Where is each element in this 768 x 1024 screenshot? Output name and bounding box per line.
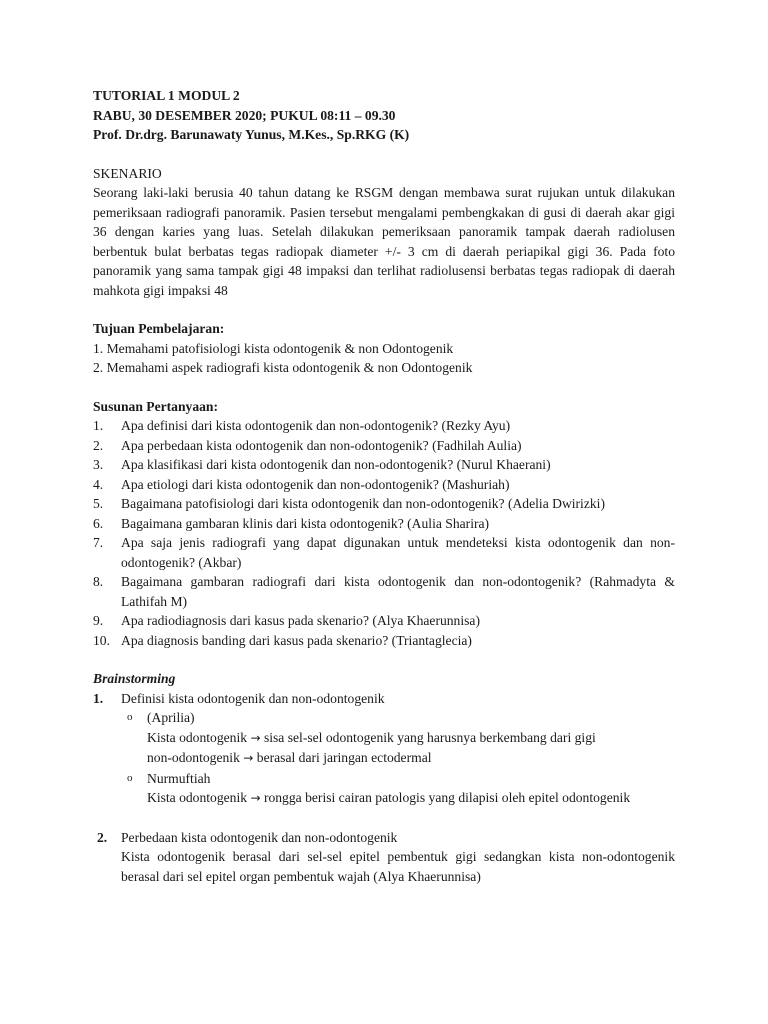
list-item bbox=[93, 475, 675, 495]
question-number: 2. bbox=[97, 829, 108, 845]
brainstorm-question-2 bbox=[93, 828, 675, 848]
tujuan-item: 1. Memahami patofisiologi kista odontogenik & non Odontogenik bbox=[93, 340, 454, 356]
arrow-right-icon: → bbox=[250, 730, 261, 745]
answer-line bbox=[93, 788, 675, 809]
list-number: 8. bbox=[93, 574, 104, 589]
list-text: Bagaimana patofisiologi dari kista odontogenik dan non-odontogenik? (Adelia Dwirizki) bbox=[121, 496, 605, 511]
skenario-title: SKENARIO bbox=[93, 165, 162, 181]
list-item bbox=[93, 572, 675, 611]
header-title: TUTORIAL 1 MODUL 2 bbox=[93, 88, 240, 103]
list-item bbox=[93, 494, 675, 514]
bullet-icon: o bbox=[127, 771, 133, 784]
list-text: Bagaimana gambaran radiografi dari kista odontogenik dan non-odontogenik? (Rahmadyta & Lathifah M) bbox=[121, 574, 675, 609]
list-text: Apa definisi dari kista odontogenik dan non-odontogenik? (Rezky Ayu) bbox=[121, 418, 511, 433]
spacer bbox=[93, 145, 675, 164]
answer-definition: berasal dari jaringan ectodermal bbox=[256, 750, 432, 765]
bullet-icon: o bbox=[127, 711, 133, 723]
answer-line bbox=[93, 748, 675, 769]
list-item bbox=[93, 436, 675, 456]
answer-term: Kista odontogenik bbox=[147, 729, 248, 745]
list-number: 4. bbox=[93, 476, 104, 492]
tujuan-item: 2. Memahami aspek radiografi kista odontogenik & non Odontogenik bbox=[93, 360, 473, 375]
header-lecturer: Prof. Dr.drg. Barunawaty Yunus, M.Kes., Sp.RKG (K) bbox=[93, 127, 410, 142]
answer-definition: sisa sel-sel odontogenik yang harusnya berkembang dari gigi bbox=[263, 729, 596, 745]
tujuan-title: Tujuan Pembelajaran: bbox=[93, 321, 225, 336]
list-item bbox=[93, 631, 675, 651]
list-item bbox=[93, 533, 675, 572]
list-number: 10. bbox=[93, 632, 110, 648]
question-title: Perbedaan kista odontogenik dan non-odontogenik bbox=[121, 829, 398, 845]
list-text: Apa etiologi dari kista odontogenik dan non-odontogenik? (Mashuriah) bbox=[121, 476, 510, 492]
susunan-list bbox=[93, 416, 675, 650]
question-number: 1. bbox=[93, 690, 104, 706]
list-item bbox=[93, 611, 675, 631]
brainstorming-title: Brainstorming bbox=[93, 671, 176, 686]
list-number: 1. bbox=[93, 418, 104, 433]
list-item bbox=[93, 416, 675, 436]
list-number: 7. bbox=[93, 535, 104, 550]
spacer bbox=[93, 300, 675, 319]
list-text: Apa saja jenis radiografi yang dapat digunakan untuk mendeteksi kista odontogenik dan non-odontogenik? (Akbar) bbox=[121, 535, 675, 570]
list-number: 6. bbox=[93, 515, 104, 531]
list-number: 2. bbox=[93, 437, 104, 453]
arrow-right-icon: → bbox=[243, 751, 254, 765]
list-number: 3. bbox=[93, 457, 104, 472]
contributor-name: Nurmuftiah bbox=[147, 770, 211, 786]
spacer bbox=[93, 809, 675, 828]
list-number: 9. bbox=[93, 613, 104, 628]
answer-line bbox=[93, 728, 675, 749]
contributor-item bbox=[93, 769, 675, 789]
list-text: Apa klasifikasi dari kista odontogenik dan non-odontogenik? (Nurul Khaerani) bbox=[121, 457, 551, 472]
list-text: Apa perbedaan kista odontogenik dan non-odontogenik? (Fadhilah Aulia) bbox=[121, 437, 522, 453]
contributor-item bbox=[93, 708, 675, 728]
spacer bbox=[93, 650, 675, 669]
arrow-right-icon: → bbox=[250, 791, 261, 805]
skenario-text: Seorang laki-laki berusia 40 tahun datang ke RSGM dengan membawa surat rujukan untuk dilakukan pemeriksaan radiografi panoramik. Pasien tersebut mengalami pembengkakan di gusi di daerah akar gigi 36 dengan karies yang luas. Setelah dilakukan pemeriksaan panoramik tampak daerah radiolusen berbentuk bulat berbatas tegas radiopak diameter +/- 3 cm di daerah periapikal gigi 36. Pada foto panoramik yang sama tampak gigi 48 impaksi dan terlihat radiolusensi berbatas tegas radiopak di daerah mahkota gigi impaksi 48 bbox=[93, 185, 675, 298]
susunan-title: Susunan Pertanyaan: bbox=[93, 398, 219, 414]
list-text: Bagaimana gambaran klinis dari kista odontogenik? (Aulia Sharira) bbox=[121, 515, 490, 531]
spacer bbox=[93, 378, 675, 397]
answer-term: non-odontogenik bbox=[147, 750, 240, 765]
brainstorm-question-1 bbox=[93, 689, 675, 709]
document-content bbox=[93, 86, 675, 886]
question-title: Definisi kista odontogenik dan non-odontogenik bbox=[121, 690, 385, 706]
question-answer: Kista odontogenik berasal dari sel-sel epitel pembentuk gigi sedangkan kista non-odontogenik berasal dari sel epitel organ pembentuk wajah (Alya Khaerunnisa) bbox=[121, 849, 675, 884]
list-number: 5. bbox=[93, 496, 104, 511]
list-item bbox=[93, 514, 675, 534]
list-item bbox=[93, 455, 675, 475]
answer-term: Kista odontogenik bbox=[147, 790, 248, 805]
list-text: Apa diagnosis banding dari kasus pada skenario? (Triantaglecia) bbox=[121, 632, 472, 648]
header-datetime: RABU, 30 DESEMBER 2020; PUKUL 08:11 – 09.30 bbox=[93, 107, 396, 123]
contributor-name: (Aprilia) bbox=[147, 710, 195, 725]
list-text: Apa radiodiagnosis dari kasus pada skenario? (Alya Khaerunnisa) bbox=[121, 613, 480, 628]
answer-definition: rongga berisi cairan patologis yang dilapisi oleh epitel odontogenik bbox=[263, 790, 631, 805]
